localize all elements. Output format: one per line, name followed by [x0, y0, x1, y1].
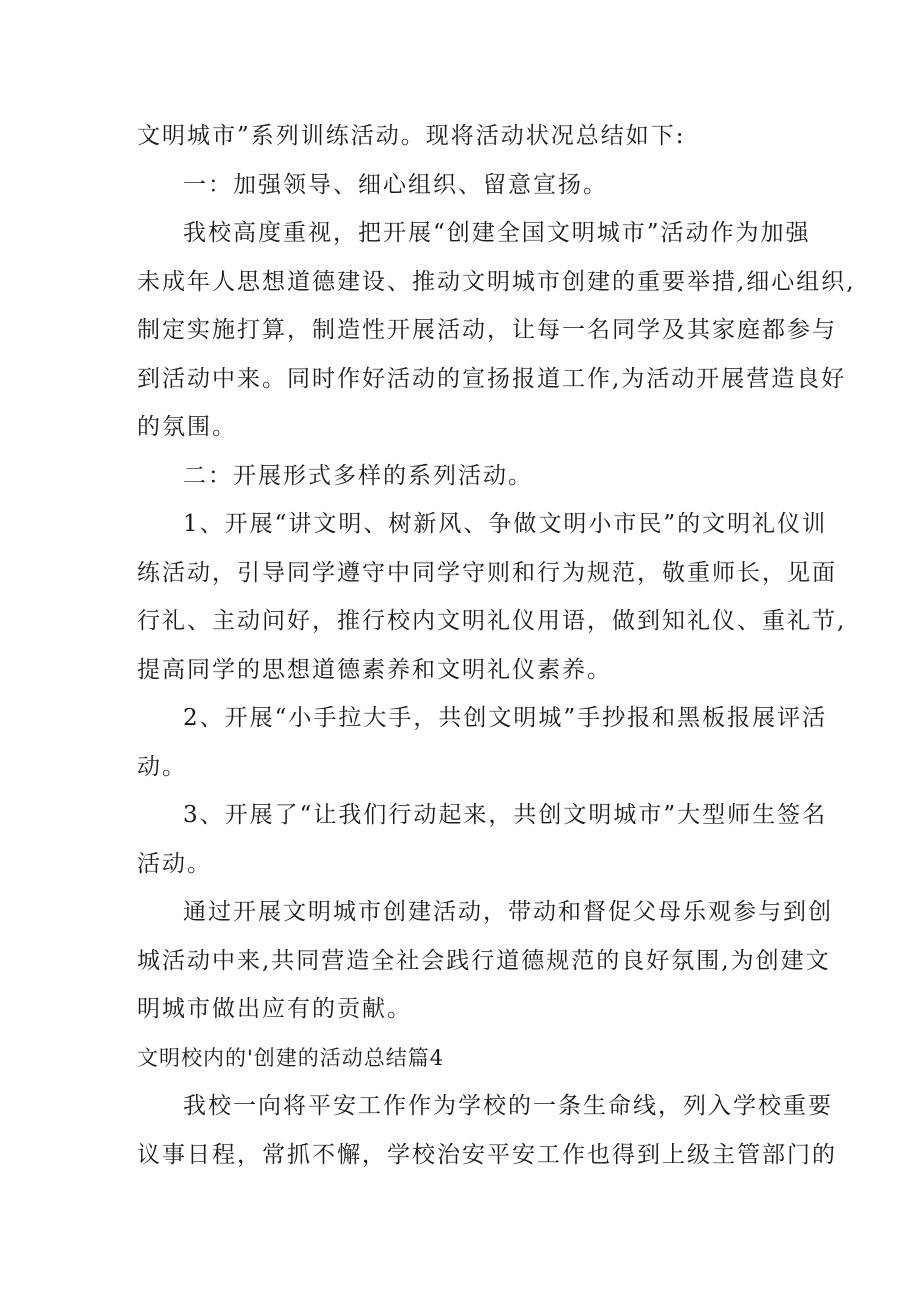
text-line: 未成年人思想道德建设、推动文明城市创建的重要举措,细心组织,: [137, 268, 856, 295]
text-line: 的氛围。: [137, 414, 237, 440]
text-line: 我校高度重视，把开展“创建全国文明城市”活动作为加强: [183, 220, 811, 246]
paragraph-activity-1: [137, 500, 847, 694]
text-line: 动。: [137, 753, 187, 780]
text-line: 文明城市”系列训练活动。现将活动状况总结如下:: [137, 123, 686, 149]
paragraph-section-two-heading: [137, 452, 801, 501]
text-line: 3、开展了“让我们行动起来，共创文明城市”大型师生签名: [183, 802, 828, 828]
text-line: 文明校内的'创建的活动总结篇4: [137, 1045, 445, 1070]
text-line: 通过开展文明城市创建活动，带动和督促父母乐观参与到创: [183, 899, 833, 925]
paragraph-section-one-body: [137, 209, 856, 452]
text-line: 活动。: [137, 850, 212, 877]
text-line: 制定实施打算，制造性开展活动，让每一名同学及其家庭都参与: [137, 317, 837, 343]
text-line: 练活动，引导同学遵守中同学守则和行为规范，敬重师长，见面: [137, 559, 837, 586]
text-line: 明城市做出应有的贡献。: [137, 996, 412, 1022]
text-line: 到活动中来。同时作好活动的宣扬报道工作,为活动开展营造良好: [137, 365, 847, 392]
text-line: 1、开展“讲文明、树新风、争做文明小市民”的文明礼仪训: [183, 511, 828, 537]
paragraph-intro-tail: [137, 112, 801, 161]
paragraph-activity-2: [137, 694, 828, 791]
paragraph-activity-3: [137, 791, 828, 888]
text-line: 一：加强领导、细心组织、留意宣扬。: [183, 171, 608, 198]
paragraph-article-4-body: [137, 1082, 837, 1179]
document-page: [137, 112, 856, 1179]
paragraph-summary: [137, 888, 833, 1034]
text-line: 2、开展“小手拉大手，共创文明城”手抄报和黑板报展评活: [183, 705, 828, 731]
text-line: 行礼、主动问好，推行校内文明礼仪用语，做到知礼仪、重礼节,: [137, 608, 847, 634]
paragraph-section-one-heading: [137, 161, 801, 210]
text-line: 二：开展形式多样的系列活动。: [183, 462, 533, 489]
text-line: 议事日程，常抓不懈，学校治安平安工作也得到上级主管部门的: [137, 1141, 837, 1168]
text-line: 城活动中来,共同营造全社会践行道德规范的良好氛围,为创建文: [137, 947, 831, 974]
paragraph-article-4-title: [137, 1034, 801, 1083]
text-line: 提高同学的思想道德素养和文明礼仪素养。: [137, 656, 612, 683]
text-line: 我校一向将平安工作作为学校的一条生命线，列入学校重要: [183, 1093, 833, 1119]
